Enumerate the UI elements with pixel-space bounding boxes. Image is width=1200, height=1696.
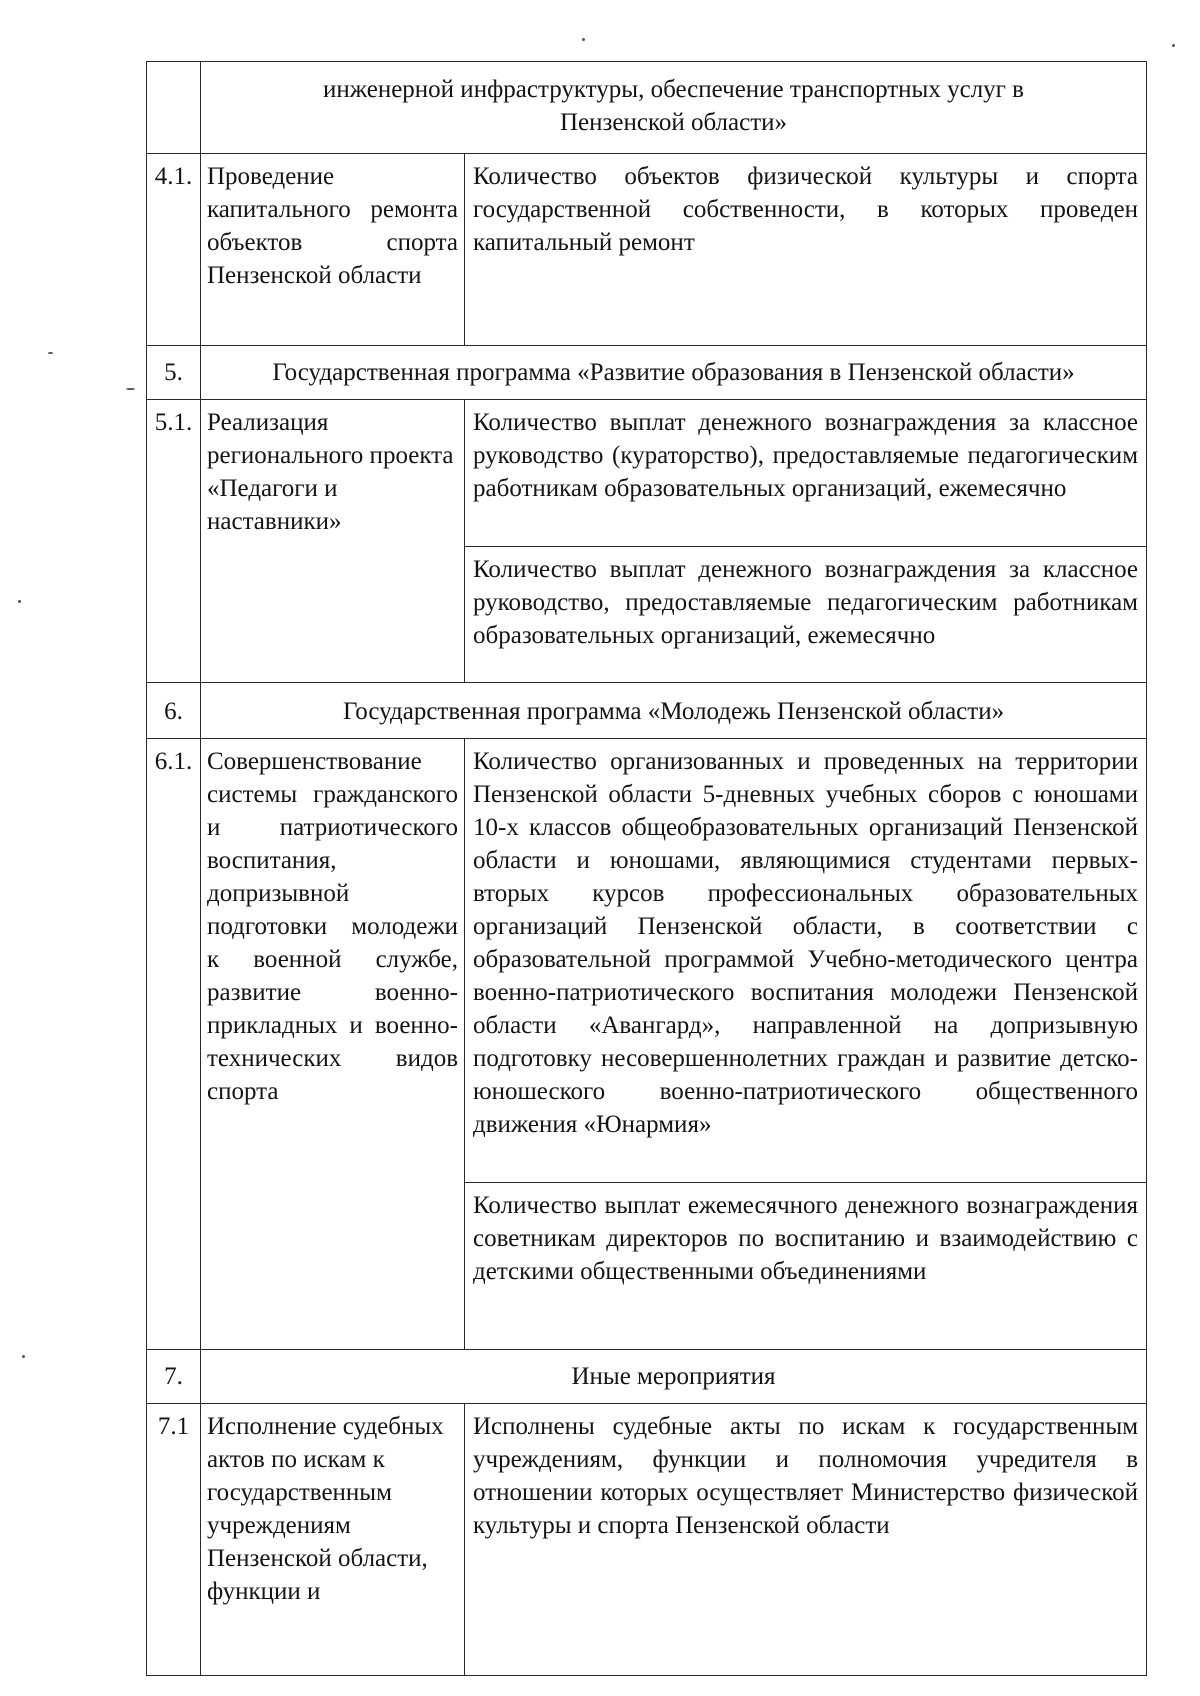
- measure-name-text: Исполнение судебных актов по искам к государственным учреждениям Пензенской области, функции и: [207, 1413, 444, 1605]
- scan-speck: [582, 38, 585, 41]
- section-title-cell: [201, 1350, 1147, 1404]
- table-row: [147, 400, 1147, 683]
- indicator-cell: [465, 400, 1147, 683]
- table-row: [147, 739, 1147, 1350]
- row-number: 6.: [147, 683, 201, 739]
- table-row: [147, 683, 1147, 739]
- table-row: [147, 62, 1147, 154]
- indicators-table: [146, 61, 1147, 1676]
- scan-speck: [22, 1355, 25, 1358]
- indicator-text: Количество объектов физической культуры и спорта государственной собственности, в которых проведен капитальный ремонт: [473, 163, 1139, 256]
- row-number: 4.1.: [147, 154, 201, 346]
- measure-name-text: Проведение капитального ремонта объектов спорта Пензенской области: [207, 163, 458, 289]
- indicator-text: Количество выплат ежемесячного денежного вознаграждения советникам директоров по воспитанию и взаимодействию с детскими общественными объединениями: [465, 1182, 1146, 1349]
- scan-speck: [1172, 44, 1175, 47]
- row-number: 6.1.: [147, 739, 201, 1350]
- table-row: [147, 1350, 1147, 1404]
- section-title-cell: [201, 62, 1147, 154]
- measure-name-text: Реализация регионального проекта «Педагоги и наставники»: [207, 409, 454, 535]
- row-number: 7.: [147, 1350, 201, 1404]
- measure-name: [201, 154, 465, 346]
- scan-speck: [18, 600, 21, 603]
- measure-name: [201, 1404, 465, 1676]
- section-title: Государственная программа «Развитие образования в Пензенской области»: [272, 359, 1075, 386]
- indicator-text: Количество выплат денежного вознаграждения за классное руководство (кураторство), предоставляемые педагогическим работникам образовательных организаций, ежемесячно: [473, 409, 1139, 502]
- section-title: Государственная программа «Молодежь Пензенской области»: [342, 698, 1005, 725]
- row-number: 7.1: [147, 1404, 201, 1676]
- row-number: 5.: [147, 346, 201, 400]
- measure-name: [201, 400, 465, 683]
- scan-speck: [126, 388, 135, 390]
- row-number: 5.1.: [147, 400, 201, 683]
- num-cell: [147, 62, 201, 154]
- table-row: [147, 154, 1147, 346]
- section-title: Иные мероприятия: [571, 1363, 776, 1390]
- indicator-cell: [465, 154, 1147, 346]
- table-row: [147, 1404, 1147, 1676]
- measure-name: [201, 739, 465, 1350]
- section-title-cell: [201, 346, 1147, 400]
- indicator-cell: [465, 1404, 1147, 1676]
- section-title-cell: [201, 683, 1147, 739]
- indicator-text: Исполнены судебные акты по искам к государственным учреждениям, функции и полномочия учредителя в отношении которых осуществляет Министерство физической культуры и спорта Пензенской области: [473, 1413, 1139, 1539]
- table-row: [147, 346, 1147, 400]
- indicator-text: Количество организованных и проведенных на территории Пензенской области 5-дневных учебных сборов с юношами 10-х классов общеобразовательных организаций Пензенской области и юношами, являющимися студентами первых-вторых курсов профессиональных образовательных организаций Пензенской области, в соответствии с образовательной программой Учебно-методического центра военно-патриотического воспитания молодежи Пензенской области «Авангард», направленной на допризывную подготовку несовершеннолетних граждан и развитие детско-юношеского военно-патриотического общественного движения «Юнармия»: [473, 748, 1139, 1138]
- scan-speck: [48, 352, 53, 354]
- section-title: инженерной инфраструктуры, обеспечение транспортных услуг в Пензенской области»: [323, 76, 1024, 136]
- measure-name-text: Совершенствование системы гражданского и патриотического воспитания, допризывной подготовки молодежи к военной службе, развитие военно-прикладных и военно-технических видов спорта: [207, 748, 458, 1105]
- indicator-cell: [465, 739, 1147, 1350]
- indicator-text: Количество выплат денежного вознаграждения за классное руководство, предоставляемые педагогическим работникам образовательных организаций, ежемесячно: [465, 546, 1146, 682]
